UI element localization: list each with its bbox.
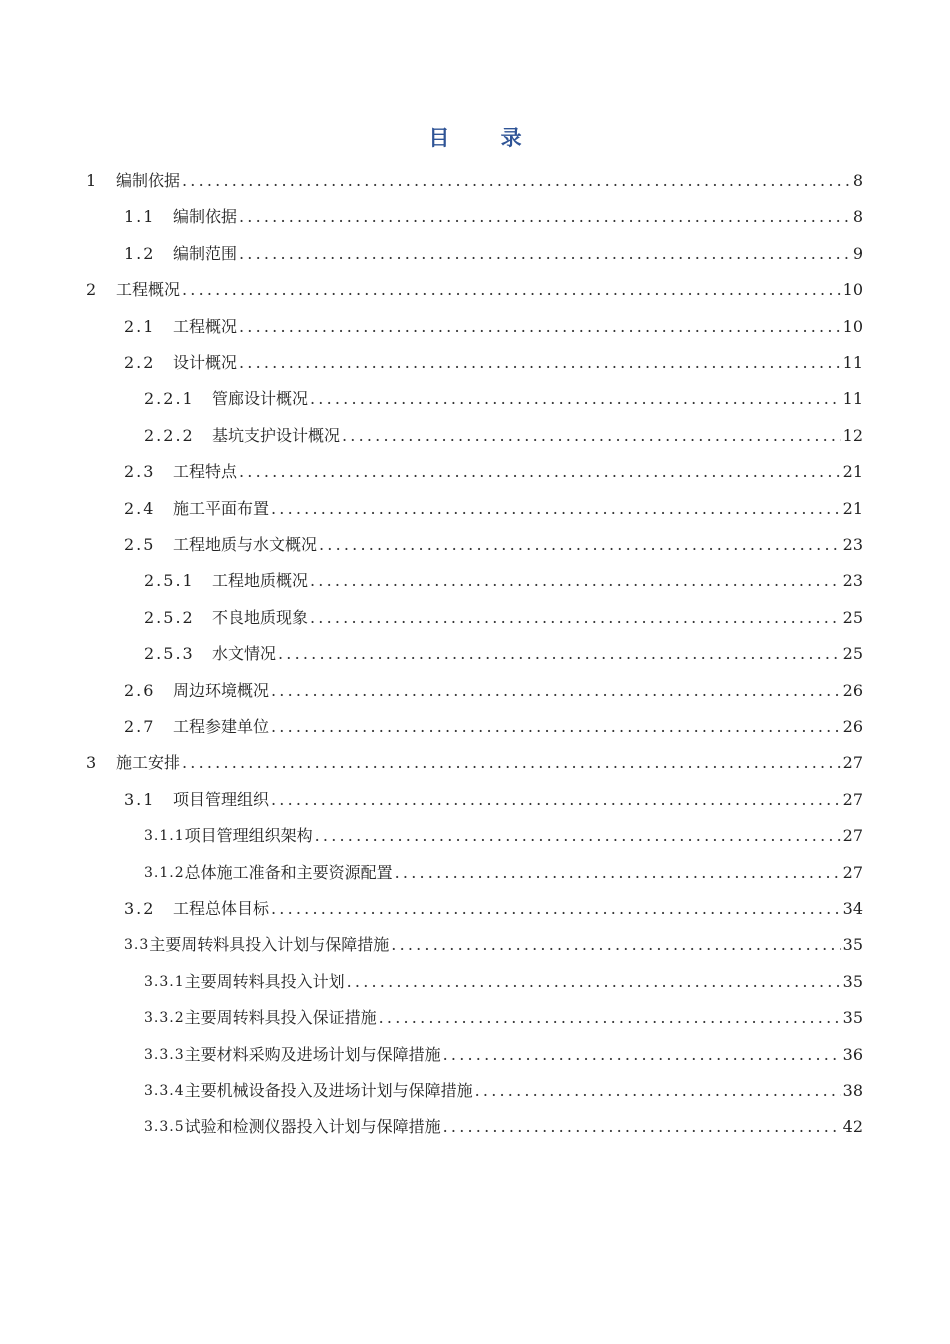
toc-entry[interactable] bbox=[124, 496, 863, 522]
toc-entry-page-number: 38 bbox=[842, 1081, 863, 1100]
toc-entry-title: 工程地质概况 bbox=[212, 571, 309, 591]
toc-entry-page-number: 12 bbox=[842, 425, 863, 445]
toc-entry-page-number: 42 bbox=[842, 1117, 863, 1137]
toc-entry-title: 周边环境概况 bbox=[173, 680, 270, 700]
toc-entry-title: 工程参建单位 bbox=[173, 717, 270, 736]
toc-entry-number: 2.7 bbox=[124, 717, 156, 736]
toc-entry-number: 3 bbox=[86, 753, 99, 773]
toc-dot-leader bbox=[182, 168, 851, 194]
toc-entry-page-number: 27 bbox=[842, 826, 863, 846]
toc-dot-leader bbox=[395, 860, 841, 886]
toc-entry[interactable] bbox=[86, 750, 863, 776]
toc-dot-leader bbox=[310, 386, 841, 412]
toc-entry[interactable] bbox=[144, 823, 863, 849]
toc-entry-title: 施工平面布置 bbox=[173, 498, 270, 518]
toc-dot-leader bbox=[278, 641, 841, 667]
toc-entry[interactable] bbox=[124, 459, 863, 485]
toc-entry-number: 3.1.2 bbox=[144, 864, 185, 881]
toc-entry[interactable] bbox=[144, 1114, 863, 1140]
toc-dot-leader bbox=[475, 1078, 841, 1104]
toc-dot-leader bbox=[315, 823, 841, 849]
toc-entry-title: 管廊设计概况 bbox=[212, 389, 309, 409]
toc-entry-title: 主要材料采购及进场计划与保障措施 bbox=[184, 1044, 441, 1064]
toc-entry-number: 2.1 bbox=[124, 316, 156, 336]
toc-entry-title: 项目管理组织架构 bbox=[184, 826, 313, 846]
toc-entry-title: 项目管理组织 bbox=[173, 789, 270, 809]
toc-entry[interactable] bbox=[144, 568, 863, 594]
toc-entry-number: 3.3 bbox=[124, 937, 150, 954]
toc-entry-number: 2.4 bbox=[124, 498, 156, 518]
toc-dot-leader bbox=[239, 350, 841, 376]
toc-entry-page-number: 21 bbox=[842, 498, 863, 518]
toc-entry-page-number: 23 bbox=[842, 535, 863, 554]
toc-title: 目 录 bbox=[428, 126, 544, 150]
toc-entry-page-number: 23 bbox=[842, 571, 863, 591]
toc-dot-leader bbox=[271, 496, 841, 522]
toc-entry-number: 3.3.4 bbox=[144, 1083, 185, 1099]
toc-dot-leader bbox=[239, 314, 841, 340]
toc-entry[interactable] bbox=[144, 386, 863, 412]
toc-dot-leader bbox=[271, 896, 841, 922]
toc-entry-page-number: 36 bbox=[842, 1044, 863, 1064]
toc-entry[interactable] bbox=[124, 678, 863, 704]
toc-entry-title: 设计概况 bbox=[173, 353, 238, 372]
toc-entry[interactable] bbox=[86, 168, 863, 194]
toc-entry-page-number: 11 bbox=[842, 389, 863, 409]
toc-entry-page-number: 35 bbox=[842, 971, 863, 991]
toc-entry[interactable] bbox=[124, 241, 863, 267]
toc-dot-leader bbox=[310, 605, 841, 631]
toc-entry[interactable] bbox=[144, 605, 863, 631]
toc-entry-page-number: 25 bbox=[842, 644, 863, 664]
toc-entry-page-number: 21 bbox=[842, 462, 863, 482]
toc-dot-leader bbox=[239, 459, 841, 485]
toc-dot-leader bbox=[379, 1005, 841, 1031]
toc-entry-page-number: 9 bbox=[852, 243, 863, 263]
toc-dot-leader bbox=[342, 423, 841, 449]
toc-entry[interactable] bbox=[124, 350, 863, 376]
toc-entry-title: 试验和检测仪器投入计划与保障措施 bbox=[184, 1117, 441, 1137]
toc-entry[interactable] bbox=[124, 314, 863, 340]
toc-entry-page-number: 10 bbox=[842, 280, 863, 300]
toc-entry-page-number: 27 bbox=[842, 862, 863, 882]
toc-entry[interactable] bbox=[124, 714, 863, 740]
toc-entry-page-number: 26 bbox=[842, 680, 863, 700]
toc-entry-page-number: 26 bbox=[842, 717, 863, 736]
toc-entry-number: 3.3.1 bbox=[144, 973, 185, 990]
toc-dot-leader bbox=[391, 932, 840, 958]
toc-entry-number: 2.2.1 bbox=[144, 389, 195, 409]
toc-entry-page-number: 25 bbox=[842, 607, 863, 627]
toc-entry-page-number: 35 bbox=[842, 1008, 863, 1028]
toc-entry-page-number: 11 bbox=[842, 353, 863, 372]
toc-entry-title: 工程总体目标 bbox=[173, 899, 270, 918]
toc-dot-leader bbox=[271, 678, 841, 704]
toc-entry[interactable] bbox=[124, 204, 863, 230]
toc-entry-number: 3.1.1 bbox=[144, 828, 185, 845]
toc-entry-page-number: 27 bbox=[842, 753, 863, 773]
toc-entry-page-number: 8 bbox=[852, 171, 863, 190]
toc-entry[interactable] bbox=[144, 1042, 863, 1068]
toc-entry-number: 3.3.3 bbox=[144, 1046, 185, 1063]
toc-entry-number: 2.6 bbox=[124, 680, 156, 700]
toc-entry-page-number: 27 bbox=[842, 789, 863, 809]
toc-entry-number: 2.3 bbox=[124, 462, 156, 482]
toc-entry-number: 1 bbox=[86, 171, 99, 190]
toc-entry-title: 基坑支护设计概况 bbox=[212, 425, 341, 445]
toc-entry-title: 水文情况 bbox=[212, 644, 277, 664]
toc-entry[interactable] bbox=[144, 641, 863, 667]
toc-entry-title: 编制依据 bbox=[116, 171, 181, 190]
toc-entry-title: 工程特点 bbox=[173, 462, 238, 482]
toc-dot-leader bbox=[310, 568, 841, 594]
toc-entry-number: 1.1 bbox=[124, 207, 156, 227]
toc-entry-page-number: 35 bbox=[842, 935, 863, 955]
toc-entry-title: 主要周转料具投入保证措施 bbox=[184, 1008, 377, 1028]
toc-entry-number: 2.5 bbox=[124, 535, 156, 554]
toc-entry-number: 2.5.1 bbox=[144, 571, 195, 591]
toc-entry-number: 1.2 bbox=[124, 243, 156, 263]
toc-entry-number: 3.3.5 bbox=[144, 1119, 185, 1136]
toc-entry-number: 2 bbox=[86, 280, 99, 300]
toc-entry-title: 工程概况 bbox=[173, 316, 238, 336]
toc-entry-number: 3.1 bbox=[124, 789, 156, 809]
toc-entry-title: 编制范围 bbox=[173, 243, 238, 263]
toc-entry-page-number: 10 bbox=[842, 316, 863, 336]
toc-dot-leader bbox=[182, 277, 841, 303]
toc-dot-leader bbox=[443, 1114, 841, 1140]
toc-entry-title: 工程概况 bbox=[116, 280, 181, 300]
toc-entry-title: 施工安排 bbox=[116, 753, 181, 773]
toc-entry-number: 3.3.2 bbox=[144, 1010, 185, 1027]
toc-entry[interactable] bbox=[124, 787, 863, 813]
toc-entry-page-number: 34 bbox=[842, 899, 863, 918]
toc-dot-leader bbox=[239, 204, 851, 230]
toc-entry-number: 3.2 bbox=[124, 899, 156, 918]
toc-entry[interactable] bbox=[144, 969, 863, 995]
toc-entry-number: 2.5.3 bbox=[144, 644, 195, 664]
toc-dot-leader bbox=[182, 750, 841, 776]
toc-entry-title: 不良地质现象 bbox=[212, 607, 309, 627]
toc-entry[interactable] bbox=[144, 1078, 863, 1104]
toc-entry-title: 总体施工准备和主要资源配置 bbox=[184, 862, 393, 882]
toc-dot-leader bbox=[443, 1042, 841, 1068]
toc-entry-number: 2.2.2 bbox=[144, 425, 195, 445]
toc-entry[interactable] bbox=[124, 932, 863, 958]
toc-dot-leader bbox=[271, 714, 841, 740]
toc-entry[interactable] bbox=[144, 1005, 863, 1031]
toc-entry[interactable] bbox=[144, 860, 863, 886]
toc-entry-title: 工程地质与水文概况 bbox=[173, 535, 318, 554]
toc-entry-title: 主要周转料具投入计划与保障措施 bbox=[149, 935, 390, 955]
toc-dot-leader bbox=[239, 241, 851, 267]
toc-entry-page-number: 8 bbox=[852, 207, 863, 227]
toc-entry[interactable] bbox=[124, 896, 863, 922]
toc-entry-number: 2.2 bbox=[124, 353, 156, 372]
toc-entry-number: 2.5.2 bbox=[144, 607, 195, 627]
toc-entry-title: 编制依据 bbox=[173, 207, 238, 227]
toc-dot-leader bbox=[271, 787, 841, 813]
toc-dot-leader bbox=[347, 969, 841, 995]
toc-entry-title: 主要机械设备投入及进场计划与保障措施 bbox=[184, 1081, 473, 1100]
toc-entry[interactable] bbox=[124, 532, 863, 558]
toc-entry[interactable] bbox=[86, 277, 863, 303]
toc-entry[interactable] bbox=[144, 423, 863, 449]
toc-dot-leader bbox=[319, 532, 841, 558]
toc-entry-title: 主要周转料具投入计划 bbox=[184, 971, 345, 991]
